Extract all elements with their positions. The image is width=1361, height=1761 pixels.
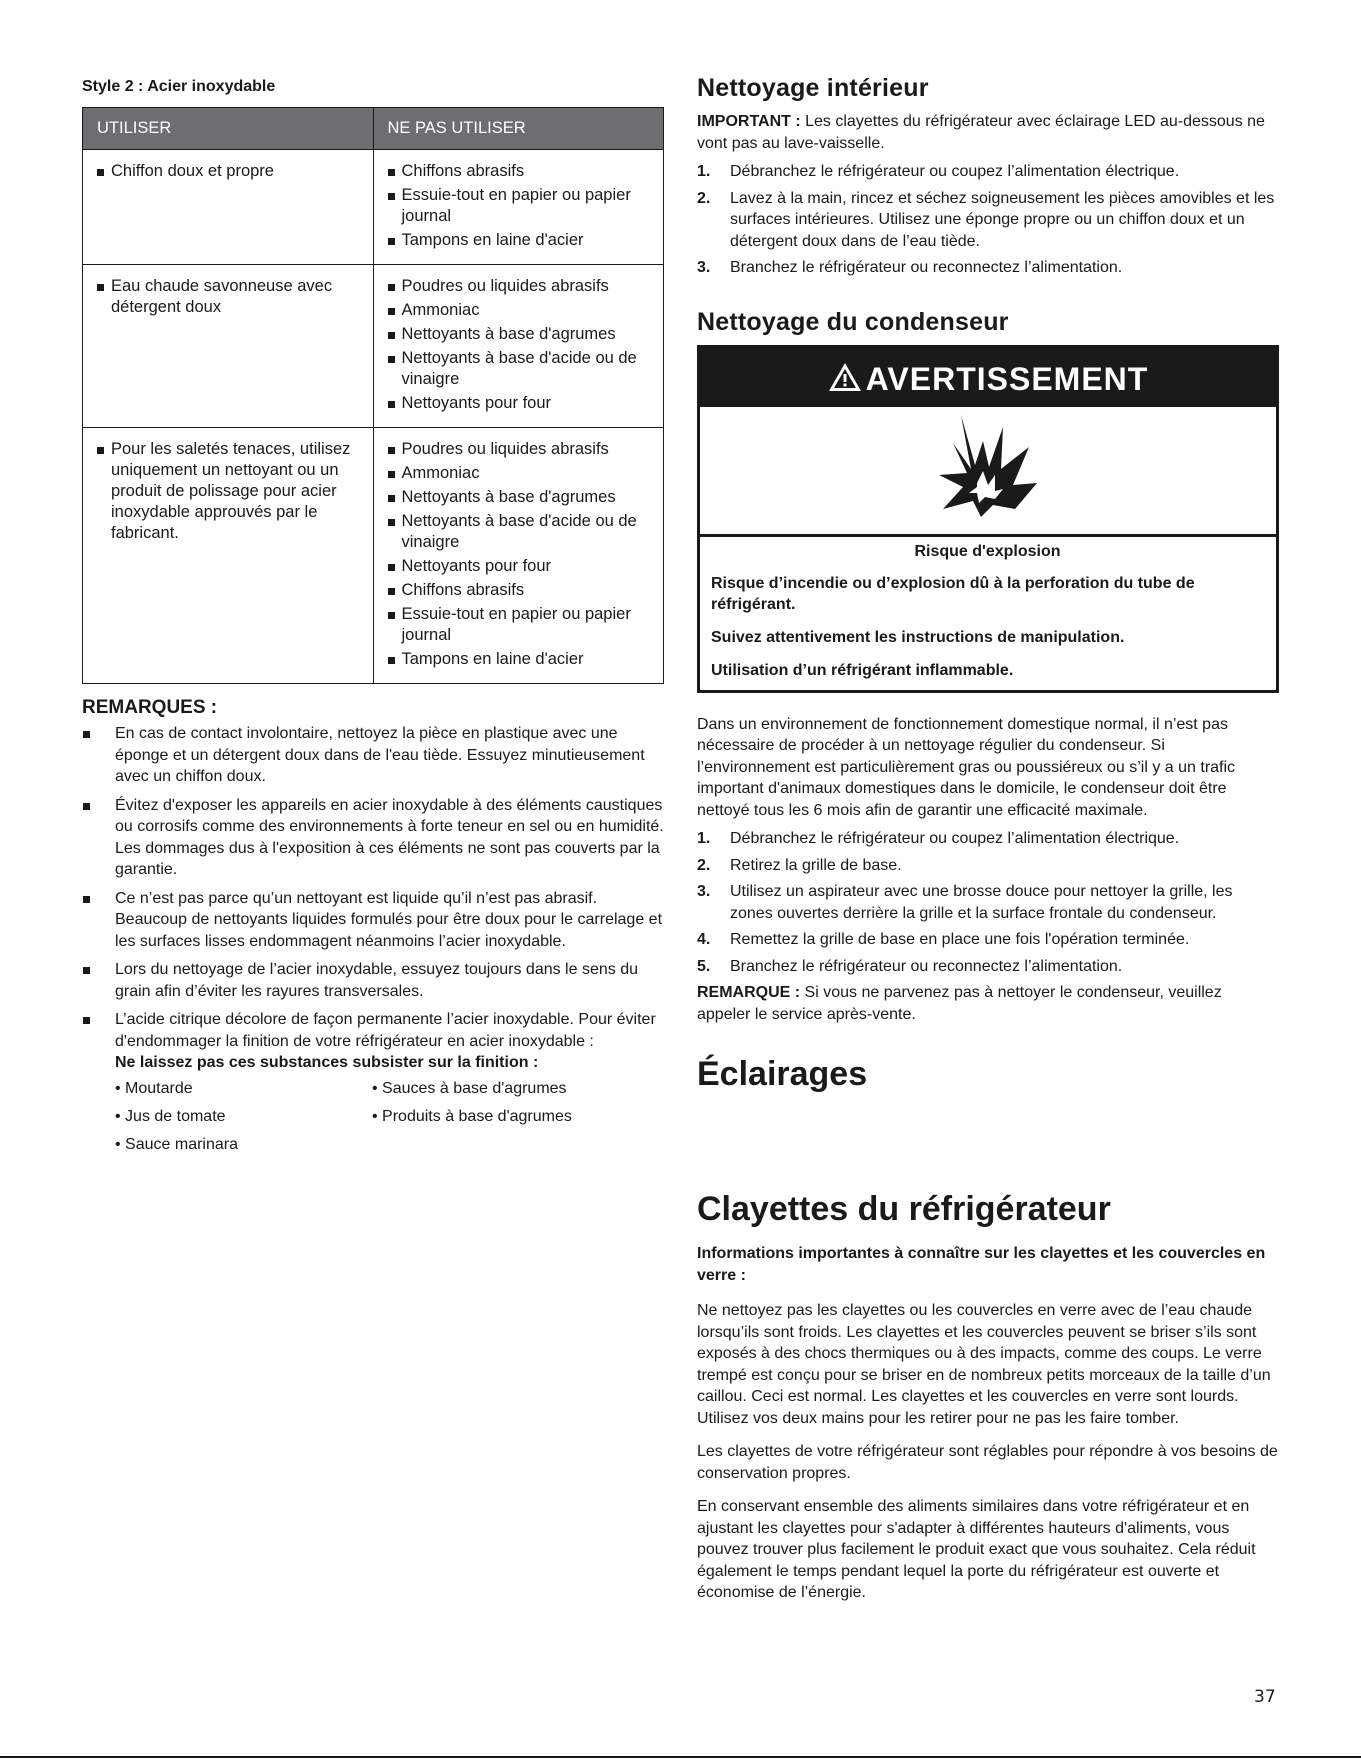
remarques-title: REMARQUES : [82,697,218,718]
note-item: Lors du nettoyage de l’acier inoxydable, essuyez toujours dans le sens du grain afin d’éviter les rayures transversales. [82,959,664,1002]
list-item: Nettoyants à base d'acide ou de vinaigre [388,511,654,553]
substance-item: • Produits à base d'agrumes [372,1107,572,1125]
table-cell-dont [373,265,664,428]
step-number: 5. [697,957,711,975]
condenser-cleaning-title: Nettoyage du condenseur [697,307,1009,336]
step-item [697,929,1279,951]
warning-icon-area [700,407,1276,537]
list-item: Tampons en laine d'acier [388,649,654,670]
table-header-use: UTILISER [83,108,374,150]
step-number: 4. [697,931,711,948]
table-row [83,428,664,684]
condenser-remark [697,982,1279,1025]
condenser-intro: Dans un environnement de fonctionnement domestique normal, il n’est pas nécessaire de procéder à un nettoyage régulier du condenseur. Si l’environnement est particulièrement gras ou poussiéreux ou s’il y a un trafic important d'animaux domestiques dans le domicile, le condenseur doit être nettoyé tous les 6 mois afin de garantir une efficacité maximale. [697,715,1236,819]
shelves-paragraph: Les clayettes de votre réfrigérateur sont réglables pour répondre à vos besoins de conservation propres. [697,1443,1278,1482]
warning-box [697,345,1279,693]
list-item: Nettoyants pour four [388,393,654,414]
table-cell-use [83,150,374,265]
interior-steps [697,161,1279,279]
note-item: Ce n’est pas parce qu’un nettoyant est liquide qu’il n’est pas abrasif. Beaucoup de nettoyants liquides formulés pour être doux pour le carrelage et les surfaces lisses endommagent néanmoins l’acier inoxydable. [82,888,664,953]
substance-item: • Jus de tomate [115,1107,226,1125]
warning-triangle-icon [828,350,862,412]
step-item [697,956,1279,978]
shelves-paragraph: Ne nettoyez pas les clayettes ou les couvercles en verre avec de l’eau chaude lorsqu’ils sont froids. Les clayettes et les couvercles peuvent se briser s’ils sont exposés à des chocs thermiques ou à des impacts, comme des coups. Le verre trempé est conçu pour se briser en de nombreux petits morceaux de la taille d’un caillou. Ceci est normal. Les clayettes et les couvercles en verre sont lourds. Utilisez vos deux mains pour les retirer pour ne pas les faire tomber. [697,1302,1271,1427]
remark-text: Si vous ne parvenez pas à nettoyer le condenseur, veuillez appeler le service après-vente. [697,984,1222,1023]
substance-item: • Sauce marinara [115,1135,238,1153]
warning-risk: Risque d'explosion [914,542,1061,560]
step-text: Branchez le réfrigérateur ou reconnectez l’alimentation. [730,957,1123,975]
step-text: Lavez à la main, rincez et séchez soigneusement les pièces amovibles et les surfaces intérieures. Utilisez une éponge propre ou un chiffon doux et un détergent doux dans de l’eau tiède. [730,189,1275,250]
step-number: 3. [697,259,711,276]
table-cell-use [83,265,374,428]
step-text: Retirez la grille de base. [730,856,902,874]
list-item: Poudres ou liquides abrasifs [388,439,654,460]
warning-body [700,537,1276,690]
lighting-title: Éclairages [697,1055,868,1093]
substance-item: • Moutarde [115,1079,193,1097]
substances-list [115,1078,664,1155]
step-item [697,828,1279,850]
note-text: L’acide citrique décolore de façon permanente l’acier inoxydable. Pour éviter d'endommager la finition de votre réfrigérateur en acier inoxydable : [115,1011,656,1050]
shelves-title: Clayettes du réfrigérateur [697,1190,1111,1228]
step-number: 2. [697,189,711,207]
list-item: Chiffons abrasifs [388,580,654,601]
warning-line: Suivez attentivement les instructions de manipulation. [711,628,1125,646]
condenser-steps [697,828,1279,977]
list-item: Poudres ou liquides abrasifs [388,276,654,297]
list-item: Ammoniac [388,300,654,321]
list-item: Chiffon doux et propre [97,161,363,182]
table-cell-dont [373,428,664,684]
list-item: Tampons en laine d'acier [388,230,654,251]
warning-line: Risque d’incendie ou d’explosion dû à la perforation du tube de réfrigérant. [711,574,1195,613]
note-bold-line: Ne laissez pas ces substances subsister sur la finition : [115,1054,539,1071]
table-row [83,265,664,428]
step-item [697,161,1279,183]
table-header-row [83,108,664,150]
table-cell-use [83,428,374,684]
list-item: Chiffons abrasifs [388,161,654,182]
step-text: Utilisez un aspirateur avec une brosse douce pour nettoyer la grille, les zones ouvertes derrière la grille et la surface frontale du condenseur. [730,883,1233,922]
list-item: Nettoyants à base d'agrumes [388,324,654,345]
step-item [697,257,1279,279]
right-column [697,74,1279,1614]
list-item: Ammoniac [388,463,654,484]
list-item: Nettoyants à base d'agrumes [388,487,654,508]
page-number: 37 [1254,1687,1276,1707]
list-item: Nettoyants à base d'acide ou de vinaigre [388,348,654,390]
table-cell-dont [373,150,664,265]
important-text: Les clayettes du réfrigérateur avec éclairage LED au-dessous ne vont pas au lave-vaisselle. [697,113,1265,152]
shelves-subtitle: Informations importantes à connaître sur les clayettes et les couvercles en verre : [697,1245,1266,1284]
list-item: Eau chaude savonneuse avec détergent doux [97,276,363,318]
step-number: 1. [697,830,711,847]
list-item: Pour les saletés tenaces, utilisez uniquement un nettoyant ou un produit de polissage pour acier inoxydable approuvés par le fabricant. [97,439,363,544]
important-note [697,111,1279,154]
table-row [83,150,664,265]
step-number: 2. [697,856,711,874]
note-item [82,1009,664,1155]
substance-item: • Sauces à base d'agrumes [372,1079,567,1097]
list-item: Nettoyants pour four [388,556,654,577]
step-item [697,855,1279,877]
explosion-icon [933,518,1043,535]
interior-cleaning-title: Nettoyage intérieur [697,74,929,102]
step-number: 1. [697,163,711,180]
list-item: Essuie-tout en papier ou papier journal [388,604,654,646]
step-text: Branchez le réfrigérateur ou reconnectez l’alimentation. [730,259,1123,276]
warning-header [700,348,1276,407]
remarques-list [82,723,664,1155]
step-text: Remettez la grille de base en place une fois l'opération terminée. [730,931,1190,948]
step-text: Débranchez le réfrigérateur ou coupez l’alimentation électrique. [730,163,1180,180]
step-item [697,188,1279,253]
note-item: En cas de contact involontaire, nettoyez la pièce en plastique avec une éponge et un détergent doux dans de l'eau tiède. Essuyez minutieusement avec un chiffon doux. [82,723,664,788]
important-label: IMPORTANT : [697,113,801,130]
warning-header-text: AVERTISSEMENT [865,360,1149,397]
shelves-paragraph: En conservant ensemble des aliments similaires dans votre réfrigérateur et en ajustant les clayettes pour s'adapter à différentes hauteurs d'aliments, vous pouvez trouver plus facilement le produit exact que vous souhaitez. Cela réduit également le temps pendant lequel la porte du réfrigérateur est ouverte et économise de l’énergie. [697,1498,1256,1601]
list-item: Essuie-tout en papier ou papier journal [388,185,654,227]
step-text: Débranchez le réfrigérateur ou coupez l’alimentation électrique. [730,830,1180,847]
cleaning-table [82,107,664,684]
table-header-dont: NE PAS UTILISER [373,108,664,150]
step-item [697,881,1279,924]
step-number: 3. [697,883,711,900]
style-heading: Style 2 : Acier inoxydable [82,78,276,95]
warning-line: Utilisation d’un réfrigérant inflammable. [711,661,1014,679]
footer-divider [0,1756,1361,1758]
note-item: Évitez d'exposer les appareils en acier inoxydable à des éléments caustiques ou corrosifs comme des environnements à forte teneur en sel ou en humidité. Les dommages dus à l'exposition à ces éléments ne sont pas couverts par la garantie. [82,795,664,881]
remark-label: REMARQUE : [697,984,801,1001]
left-column [82,78,664,1162]
